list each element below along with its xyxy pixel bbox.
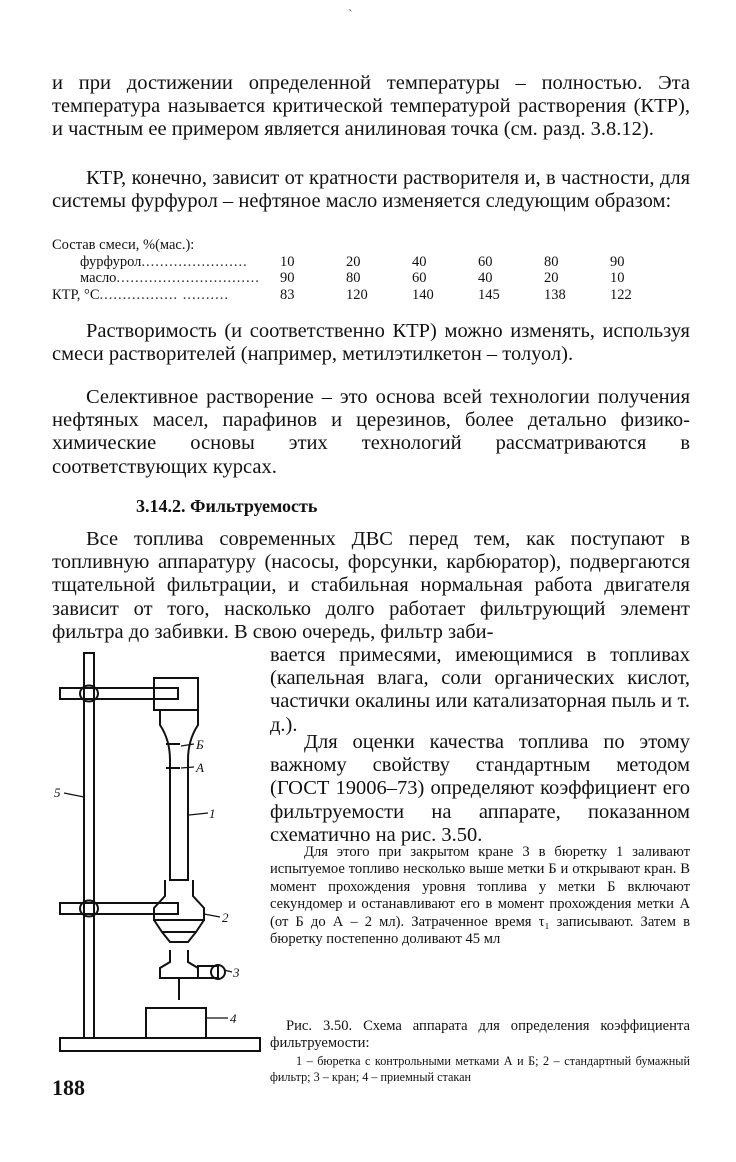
table-cell: 122	[610, 286, 632, 303]
label-3: 3	[233, 965, 240, 980]
table-cell: 60	[478, 253, 493, 270]
tap-handle	[198, 966, 218, 978]
label-mark-b: Б	[196, 737, 204, 752]
row-label: фурфурол	[80, 253, 142, 270]
leader-mark-a	[181, 767, 194, 768]
top-mark: `	[348, 8, 353, 23]
figure-caption: Рис. 3.50. Схема аппарата для определения коэффициента фильтруемости:	[270, 1018, 690, 1052]
leader-1	[189, 813, 208, 815]
paragraph-fuel-impurities: вается примесями, имеющимися в топливах (капельная влага, соли органических кислот, частички окалины или катализаторная пыль и т. д.).	[270, 644, 690, 736]
page-number: 188	[52, 1075, 85, 1100]
label-1: 1	[209, 806, 216, 821]
label-5: 5	[54, 785, 61, 800]
table-cell: 20	[346, 253, 361, 270]
lower-clamp-arm	[60, 903, 178, 914]
row-label: КТР, °С	[52, 286, 100, 303]
stand-base	[60, 1038, 260, 1051]
table-cell: 60	[412, 270, 427, 286]
paragraph-fuel-filtration: Все топлива современных ДВС перед тем, как поступают в топливную аппаратуру (насосы, форсунки, карбюратор), подвергаются тщательной фильтрации, и стабильная нормальная работа двигателя зависит от того, насколько долго работает фильтрующий элемент фильтра до забивки. В свою очередь, фильтр заби-	[52, 528, 690, 643]
table-cell: 10	[610, 270, 625, 286]
table-cell: 40	[412, 253, 427, 270]
label-4: 4	[230, 1011, 237, 1026]
stand-rod	[84, 653, 94, 1038]
paragraph-selective: Селективное растворение – это основа всей технологии получения нефтяных масел, парафинов и церезинов, более детально физико-химические основы этих технологий рассматриваются в соответствующих курсах.	[52, 386, 690, 478]
table-cell: 80	[544, 253, 559, 270]
paragraph-continued: и при достижении определенной температуры – полностью. Эта температура называется критической температурой растворения (КТР), и частным ее примером является анилиновая точка (см. разд. 3.8.12).	[52, 72, 690, 141]
table-cell: 40	[478, 270, 493, 286]
table-cell: 90	[280, 270, 295, 286]
row-leader: ................. ..........	[99, 286, 230, 303]
table-cell: 145	[478, 286, 500, 303]
table-cell: 120	[346, 286, 368, 303]
burette	[160, 710, 198, 880]
paragraph-solubility: Растворимость (и соответственно КТР) можно изменять, используя смеси растворителей (например, метилэтилкетон – толуол).	[52, 320, 690, 366]
row-label: масло	[80, 270, 117, 286]
paragraph-ktr: КТР, конечно, зависит от кратности растворителя и, в частности, для системы фурфурол – нефтяное масло изменяется следующим образом:	[52, 167, 690, 213]
table-cell: 90	[610, 253, 625, 270]
table-cell: 20	[544, 270, 559, 286]
section-heading: 3.14.2. Фильтруемость	[136, 496, 318, 516]
table-cell: 10	[280, 253, 295, 270]
table-cell: 80	[346, 270, 361, 286]
upper-clamp-arm	[60, 688, 178, 699]
row-leader: ...............................	[116, 270, 260, 286]
label-mark-a: А	[196, 760, 204, 775]
table-cell: 140	[412, 286, 434, 303]
table-cell: 138	[544, 286, 566, 303]
label-2: 2	[222, 910, 229, 925]
filter-paper	[154, 920, 204, 932]
tap-body	[160, 950, 198, 978]
table-cell: 83	[280, 286, 295, 303]
paragraph-gost-method: Для оценки качества топлива по этому важному свойству стандартным методом (ГОСТ 19006–73) определяют коэффициент его фильтруемости на аппарате, показанном схематично на рис. 3.50.	[270, 731, 690, 846]
paragraph-procedure: Для этого при закрытом кране 3 в бюретку 1 заливают испытуемое топливо несколько выше метки Б и открывают кран. В момент прохождения уровня топлива у метки Б включают секундомер и останавливают его в момент прохождения метки А (от Б до А – 2 мл). Затраченное время τ₁ записывают. Затем в бюретку постепенно доливают 45 мл	[270, 844, 690, 948]
receiving-beaker	[146, 1008, 206, 1038]
figure-legend: 1 – бюретка с контрольными метками А и Б; 2 – стандартный бумажный фильтр; 3 – кран; 4 – приемный стакан	[270, 1054, 690, 1084]
leader-2	[204, 914, 220, 917]
leader-5	[64, 793, 84, 797]
upper-clamp-head	[154, 678, 198, 710]
row-leader: .......................	[141, 253, 248, 270]
table-caption: Состав смеси, %(мас.):	[52, 237, 195, 253]
leader-mark-b	[181, 744, 194, 746]
filter-outlet	[162, 932, 196, 942]
